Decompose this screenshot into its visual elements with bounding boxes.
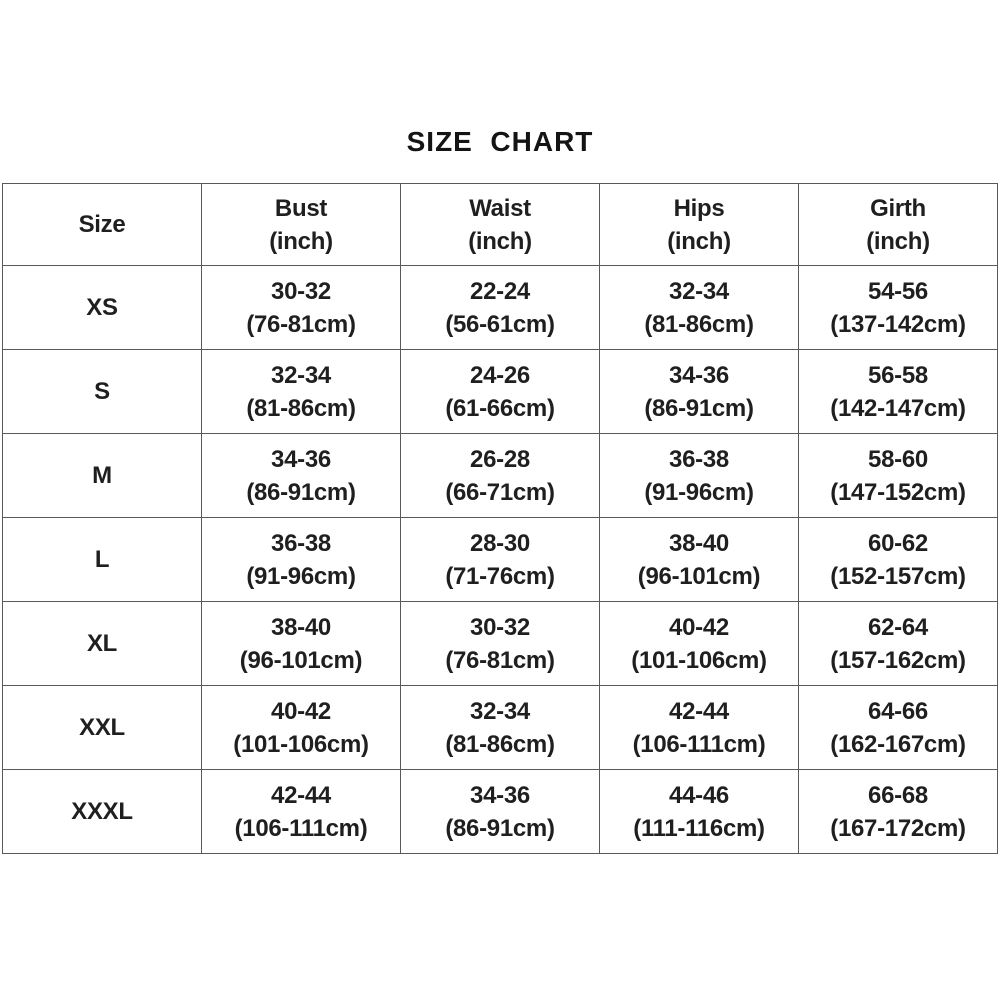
inch-range: 42-44 bbox=[669, 697, 729, 725]
header-row bbox=[3, 184, 998, 266]
inch-range: 54-56 bbox=[868, 277, 928, 305]
measurement-cell bbox=[799, 518, 998, 602]
column-label: Hips bbox=[673, 194, 725, 222]
table-row bbox=[3, 518, 998, 602]
inch-range: 32-34 bbox=[271, 361, 331, 389]
column-unit: (inch) bbox=[667, 227, 731, 255]
measurement-cell bbox=[401, 518, 600, 602]
measurement-cell bbox=[401, 686, 600, 770]
column-header-waist bbox=[401, 184, 600, 266]
size-label: XL bbox=[3, 602, 202, 686]
size-label: M bbox=[3, 434, 202, 518]
measurement-cell bbox=[401, 602, 600, 686]
cm-range: (81-86cm) bbox=[445, 730, 555, 758]
measurement-cell bbox=[202, 266, 401, 350]
cm-range: (142-147cm) bbox=[830, 394, 966, 422]
table-row bbox=[3, 434, 998, 518]
cm-range: (111-116cm) bbox=[633, 814, 765, 842]
table-row bbox=[3, 602, 998, 686]
cm-range: (81-86cm) bbox=[246, 394, 356, 422]
size-label: XS bbox=[3, 266, 202, 350]
measurement-cell bbox=[799, 266, 998, 350]
table-row bbox=[3, 350, 998, 434]
measurement-cell bbox=[600, 518, 799, 602]
inch-range: 38-40 bbox=[669, 529, 729, 557]
inch-range: 38-40 bbox=[271, 613, 331, 641]
column-unit: (inch) bbox=[866, 227, 930, 255]
cm-range: (86-91cm) bbox=[644, 394, 754, 422]
cm-range: (147-152cm) bbox=[830, 478, 966, 506]
inch-range: 62-64 bbox=[868, 613, 928, 641]
measurement-cell bbox=[600, 350, 799, 434]
inch-range: 42-44 bbox=[271, 781, 331, 809]
cm-range: (66-71cm) bbox=[445, 478, 555, 506]
table-row bbox=[3, 770, 998, 854]
cm-range: (152-157cm) bbox=[830, 562, 966, 590]
column-header-bust bbox=[202, 184, 401, 266]
inch-range: 34-36 bbox=[470, 781, 530, 809]
table-body bbox=[3, 266, 998, 854]
measurement-cell bbox=[202, 770, 401, 854]
inch-range: 64-66 bbox=[868, 697, 928, 725]
measurement-cell bbox=[202, 350, 401, 434]
size-label: L bbox=[3, 518, 202, 602]
inch-range: 58-60 bbox=[868, 445, 928, 473]
inch-range: 34-36 bbox=[669, 361, 729, 389]
measurement-cell bbox=[401, 434, 600, 518]
cm-range: (137-142cm) bbox=[830, 310, 966, 338]
inch-range: 30-32 bbox=[271, 277, 331, 305]
column-header-girth bbox=[799, 184, 998, 266]
column-label: Size bbox=[78, 211, 126, 238]
measurement-cell bbox=[799, 770, 998, 854]
measurement-cell bbox=[202, 518, 401, 602]
measurement-cell bbox=[799, 686, 998, 770]
table-row bbox=[3, 686, 998, 770]
inch-range: 22-24 bbox=[470, 277, 530, 305]
inch-range: 60-62 bbox=[868, 529, 928, 557]
cm-range: (162-167cm) bbox=[830, 730, 966, 758]
size-label: S bbox=[3, 350, 202, 434]
column-unit: (inch) bbox=[269, 227, 333, 255]
size-label: XXXL bbox=[3, 770, 202, 854]
column-label: Waist bbox=[469, 194, 531, 222]
column-header-hips bbox=[600, 184, 799, 266]
cm-range: (101-106cm) bbox=[233, 730, 369, 758]
cm-range: (106-111cm) bbox=[632, 730, 766, 758]
cm-range: (167-172cm) bbox=[830, 814, 966, 842]
cm-range: (56-61cm) bbox=[445, 310, 555, 338]
cm-range: (91-96cm) bbox=[246, 562, 356, 590]
table-header bbox=[3, 184, 998, 266]
inch-range: 26-28 bbox=[470, 445, 530, 473]
measurement-cell bbox=[202, 434, 401, 518]
cm-range: (96-101cm) bbox=[239, 646, 363, 674]
cm-range: (86-91cm) bbox=[445, 814, 555, 842]
measurement-cell bbox=[600, 602, 799, 686]
inch-range: 30-32 bbox=[470, 613, 530, 641]
inch-range: 40-42 bbox=[271, 697, 331, 725]
size-label: XXL bbox=[3, 686, 202, 770]
inch-range: 36-38 bbox=[271, 529, 331, 557]
inch-range: 34-36 bbox=[271, 445, 331, 473]
size-chart-table bbox=[2, 183, 998, 854]
measurement-cell bbox=[401, 770, 600, 854]
table-row bbox=[3, 266, 998, 350]
measurement-cell bbox=[600, 770, 799, 854]
inch-range: 32-34 bbox=[669, 277, 729, 305]
inch-range: 66-68 bbox=[868, 781, 928, 809]
inch-range: 40-42 bbox=[669, 613, 729, 641]
cm-range: (106-111cm) bbox=[234, 814, 368, 842]
column-label: Bust bbox=[274, 194, 328, 222]
cm-range: (101-106cm) bbox=[631, 646, 767, 674]
column-label: Girth bbox=[870, 194, 926, 222]
column-unit: (inch) bbox=[468, 227, 532, 255]
measurement-cell bbox=[401, 266, 600, 350]
cm-range: (86-91cm) bbox=[246, 478, 356, 506]
inch-range: 56-58 bbox=[868, 361, 928, 389]
cm-range: (96-101cm) bbox=[637, 562, 761, 590]
column-header-size bbox=[3, 184, 202, 266]
inch-range: 36-38 bbox=[669, 445, 729, 473]
inch-range: 32-34 bbox=[470, 697, 530, 725]
measurement-cell bbox=[401, 350, 600, 434]
measurement-cell bbox=[202, 686, 401, 770]
page-title: SIZE CHART bbox=[406, 126, 594, 157]
inch-range: 28-30 bbox=[470, 529, 530, 557]
cm-range: (71-76cm) bbox=[445, 562, 555, 590]
cm-range: (76-81cm) bbox=[445, 646, 555, 674]
measurement-cell bbox=[799, 602, 998, 686]
cm-range: (76-81cm) bbox=[246, 310, 356, 338]
cm-range: (91-96cm) bbox=[644, 478, 754, 506]
cm-range: (81-86cm) bbox=[644, 310, 754, 338]
measurement-cell bbox=[600, 434, 799, 518]
measurement-cell bbox=[799, 434, 998, 518]
measurement-cell bbox=[600, 686, 799, 770]
measurement-cell bbox=[202, 602, 401, 686]
cm-range: (61-66cm) bbox=[445, 394, 555, 422]
measurement-cell bbox=[799, 350, 998, 434]
inch-range: 44-46 bbox=[669, 781, 729, 809]
measurement-cell bbox=[600, 266, 799, 350]
cm-range: (157-162cm) bbox=[830, 646, 966, 674]
inch-range: 24-26 bbox=[470, 361, 530, 389]
